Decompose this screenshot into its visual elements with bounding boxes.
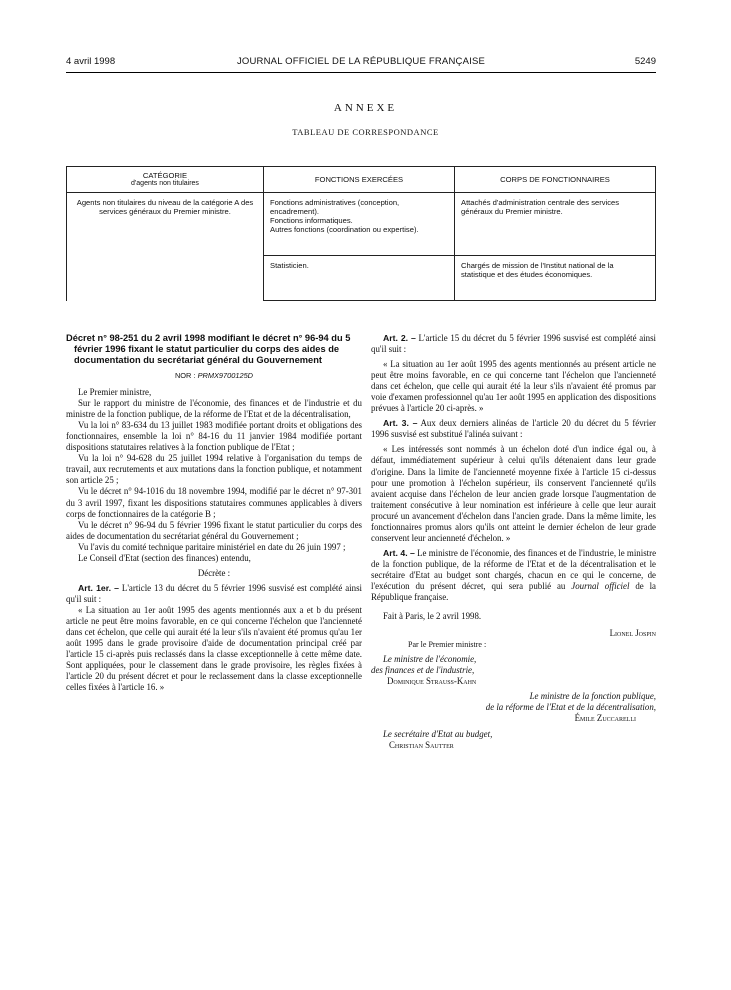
- ministre-fp-line1: Le ministre de la fonction publique,: [529, 691, 656, 702]
- cell-corps-insee: Chargés de mission de l'Institut national de la statistique et des études économiques.: [455, 256, 656, 301]
- article-4: [371, 548, 656, 603]
- cell-fonctions: [264, 193, 455, 256]
- article-2-label: Art. 2. –: [383, 333, 416, 343]
- fait-a-paris: Fait à Paris, le 2 avril 1998.: [383, 611, 482, 622]
- article-3: [371, 418, 656, 440]
- secretaire-budget: [371, 729, 656, 740]
- paragraph: Vu l'avis du comité technique paritaire ministériel en date du 26 juin 1997 ;: [78, 541, 346, 552]
- cell-categorie: [67, 193, 264, 301]
- annex-subtitle: TABLEAU DE CORRESPONDANCE: [292, 127, 439, 137]
- header-categorie-label: CATÉGORIE: [142, 170, 188, 180]
- decrete-heading: Décrète :: [197, 567, 231, 578]
- par-le-premier-ministre: Par le Premier ministre :: [408, 640, 487, 650]
- signature-premier-ministre: Lionel Jospin: [609, 628, 656, 639]
- decret-title: Décret n° 98-251 du 2 avril 1998 modifiant le décret n° 96-94 du 5 février 1996 fixant le statut particulier du corps des aides de documentation du secrétariat général du Gouvernement: [66, 333, 351, 365]
- article-1-quote: « La situation au 1er août 1995 des agents mentionnés aux a et b du présent article ne peut être moins favorable, en ce qui concerne l'échelon que l'ancienneté dans cet échelon, que celle qui aurait été la leur s'ils n'avaient été promus qu'au 1er août 1995 dans le grade provisoire d'aide de documentation principal créé par l'article 15 ci-après puis reclassés dans la classe exceptionnelle à cette même date. Sont appliquées, pour le classement dans le grade provisoire, les règles fixées à l'article 20 du présent décret et pour le reclassement dans la classe exceptionnelle celles fixées à l'article 16. »: [66, 604, 362, 693]
- right-column: [371, 333, 656, 751]
- table-header-row: [67, 167, 656, 193]
- signature-economie: Dominique Strauss-Kahn: [387, 676, 477, 687]
- annex-title: ANNEXE: [333, 102, 398, 114]
- article-2: [371, 333, 656, 355]
- nor-label: NOR :: [174, 371, 196, 380]
- ministre-fp-line2: de la réforme de l'Etat et de la décentralisation,: [485, 702, 656, 713]
- paragraph: Vu le décret n° 96-94 du 5 février 1996 fixant le statut particulier du corps des aides de documentation du secrétariat général du Gouvernement ;: [66, 519, 362, 541]
- article-1-label: Art. 1er. –: [78, 582, 119, 593]
- article-2-text: L'article 15 du décret du 5 février 1996 susvisé est complété ainsi qu'il suit :: [371, 333, 657, 355]
- paragraph: Le Conseil d'Etat (section des finances) entendu,: [78, 552, 251, 563]
- header-corps: CORPS DE FONCTIONNAIRES: [455, 167, 656, 193]
- nor-reference: [66, 370, 362, 381]
- article-3-text: Aux deux derniers alinéas de l'article 20 du décret du 5 février 1996 susvisé est substitué l'alinéa suivant :: [371, 418, 656, 440]
- cell-categorie-text: Agents non titulaires du niveau de la catégorie A des services généraux du Premier ministre.: [76, 198, 254, 217]
- paragraph: Vu la loi n° 94-628 du 25 juillet 1994 relative à l'organisation du temps de travail, aux recrutements et aux mutations dans la fonction publique, et notamment son article 25 ;: [66, 453, 362, 486]
- ministre-economie-line1: Le ministre de l'économie,: [383, 654, 477, 665]
- ministre-economie: [371, 654, 656, 676]
- article-2-quote: « La situation au 1er août 1995 des agents mentionnés au présent article ne peut être moins favorable, en ce qui concerne tant l'échelon que l'ancienneté dans cet échelon, que celle qui aurait été la leur s'ils n'avaient été promus par voie d'examen professionnel qu'au 1er août 1995 en application des dispositions prévues à l'article 20 ci-après. »: [371, 359, 656, 414]
- header-categorie-sub: d'agents non titulaires: [131, 179, 199, 187]
- ministre-economie-line2: des finances et de l'industrie,: [371, 665, 475, 676]
- fonction-item: Autres fonctions (coordination ou expertise).: [270, 225, 419, 235]
- header-categorie: [67, 167, 264, 193]
- fonction-item: Fonctions administratives (conception, encadrement).: [270, 198, 400, 217]
- cell-fonction-statisticien: Statisticien.: [264, 256, 455, 301]
- article-4-text: Le ministre de l'économie, des finances et de l'industrie, le ministre de la fonction publique, de la réforme de l'Etat et de la décentralisation et le secrétaire d'Etat au budget sont chargés, chacun en ce qui le concerne, de l'exécution du présent décret, qui sera publié au: [371, 547, 657, 591]
- header-page-number: 5249: [634, 56, 656, 67]
- page-header: [66, 56, 656, 70]
- secretaire-budget-title: Le secrétaire d'Etat au budget,: [383, 728, 493, 739]
- article-1-text: L'article 13 du décret du 5 février 1996 susvisé est complété ainsi qu'il suit :: [66, 582, 363, 604]
- article-3-label: Art. 3. –: [383, 418, 418, 429]
- header-fonctions: FONCTIONS EXERCÉES: [264, 167, 455, 193]
- nor-code: PRMX9700125D: [197, 371, 254, 380]
- fonction-item: Fonctions informatiques.: [270, 216, 353, 226]
- correspondence-table: [66, 166, 656, 301]
- ministre-fonction-publique: [371, 691, 656, 713]
- left-column: [66, 333, 362, 693]
- signature-budget: Christian Sautter: [389, 739, 454, 750]
- article-3-quote: « Les intéressés sont nommés à un échelon doté d'un indice égal ou, à défaut, immédiatement supérieur à celui qu'ils détenaient dans leur grade d'origine. Dans la limite de l'ancienneté moyenne fixée à l'article 15 ci-dessus pour une promotion à l'échelon supérieur, ils conservent l'ancienneté qu'ils avaient acquise dans l'échelon de leur ancien grade lorsque l'augmentation de traitement consécutive à leur nomination est inférieure à celle que leur aurait procuré un avancement d'échelon dans l'ancien grade. Dans la même limite, les fonctionnaires promus alors qu'ils ont atteint le dernier échelon de leur grade conservent leur ancienneté d'échelon. »: [371, 444, 656, 543]
- article-4-end: de la République française.: [371, 580, 656, 603]
- article-4-journal: Journal officiel: [571, 580, 630, 591]
- article-4-label: Art. 4. –: [383, 547, 415, 558]
- paragraph: Vu le décret n° 94-1016 du 18 novembre 1994, modifié par le décret n° 97-301 du 3 avril 1997, fixant les dispositions statutaires communes applicables à divers corps de fonctionnaires de la catégorie B ;: [66, 486, 362, 519]
- article-1: [66, 583, 362, 605]
- header-rule: [66, 72, 656, 73]
- header-date: 4 avril 1998: [66, 56, 116, 67]
- header-journal-title: JOURNAL OFFICIEL DE LA RÉPUBLIQUE FRANÇAISE: [236, 56, 486, 67]
- paragraph: Vu la loi n° 83-634 du 13 juillet 1983 modifiée portant droits et obligations des fonctionnaires, ensemble la loi n° 84-16 du 11 janvier 1984 modifiée portant dispositions statutaires relatives à la fonction publique de l'Etat ;: [66, 420, 362, 453]
- cell-corps: Attachés d'administration centrale des services généraux du Premier ministre.: [455, 193, 656, 256]
- signature-fonction-publique: Émile Zuccarelli: [574, 713, 636, 724]
- paragraph: Sur le rapport du ministre de l'économie, des finances et de l'industrie et du ministre de la fonction publique, de la réforme de l'Etat et de la décentralisation,: [66, 398, 362, 420]
- paragraph: Le Premier ministre,: [78, 387, 152, 398]
- table-row: [67, 193, 656, 256]
